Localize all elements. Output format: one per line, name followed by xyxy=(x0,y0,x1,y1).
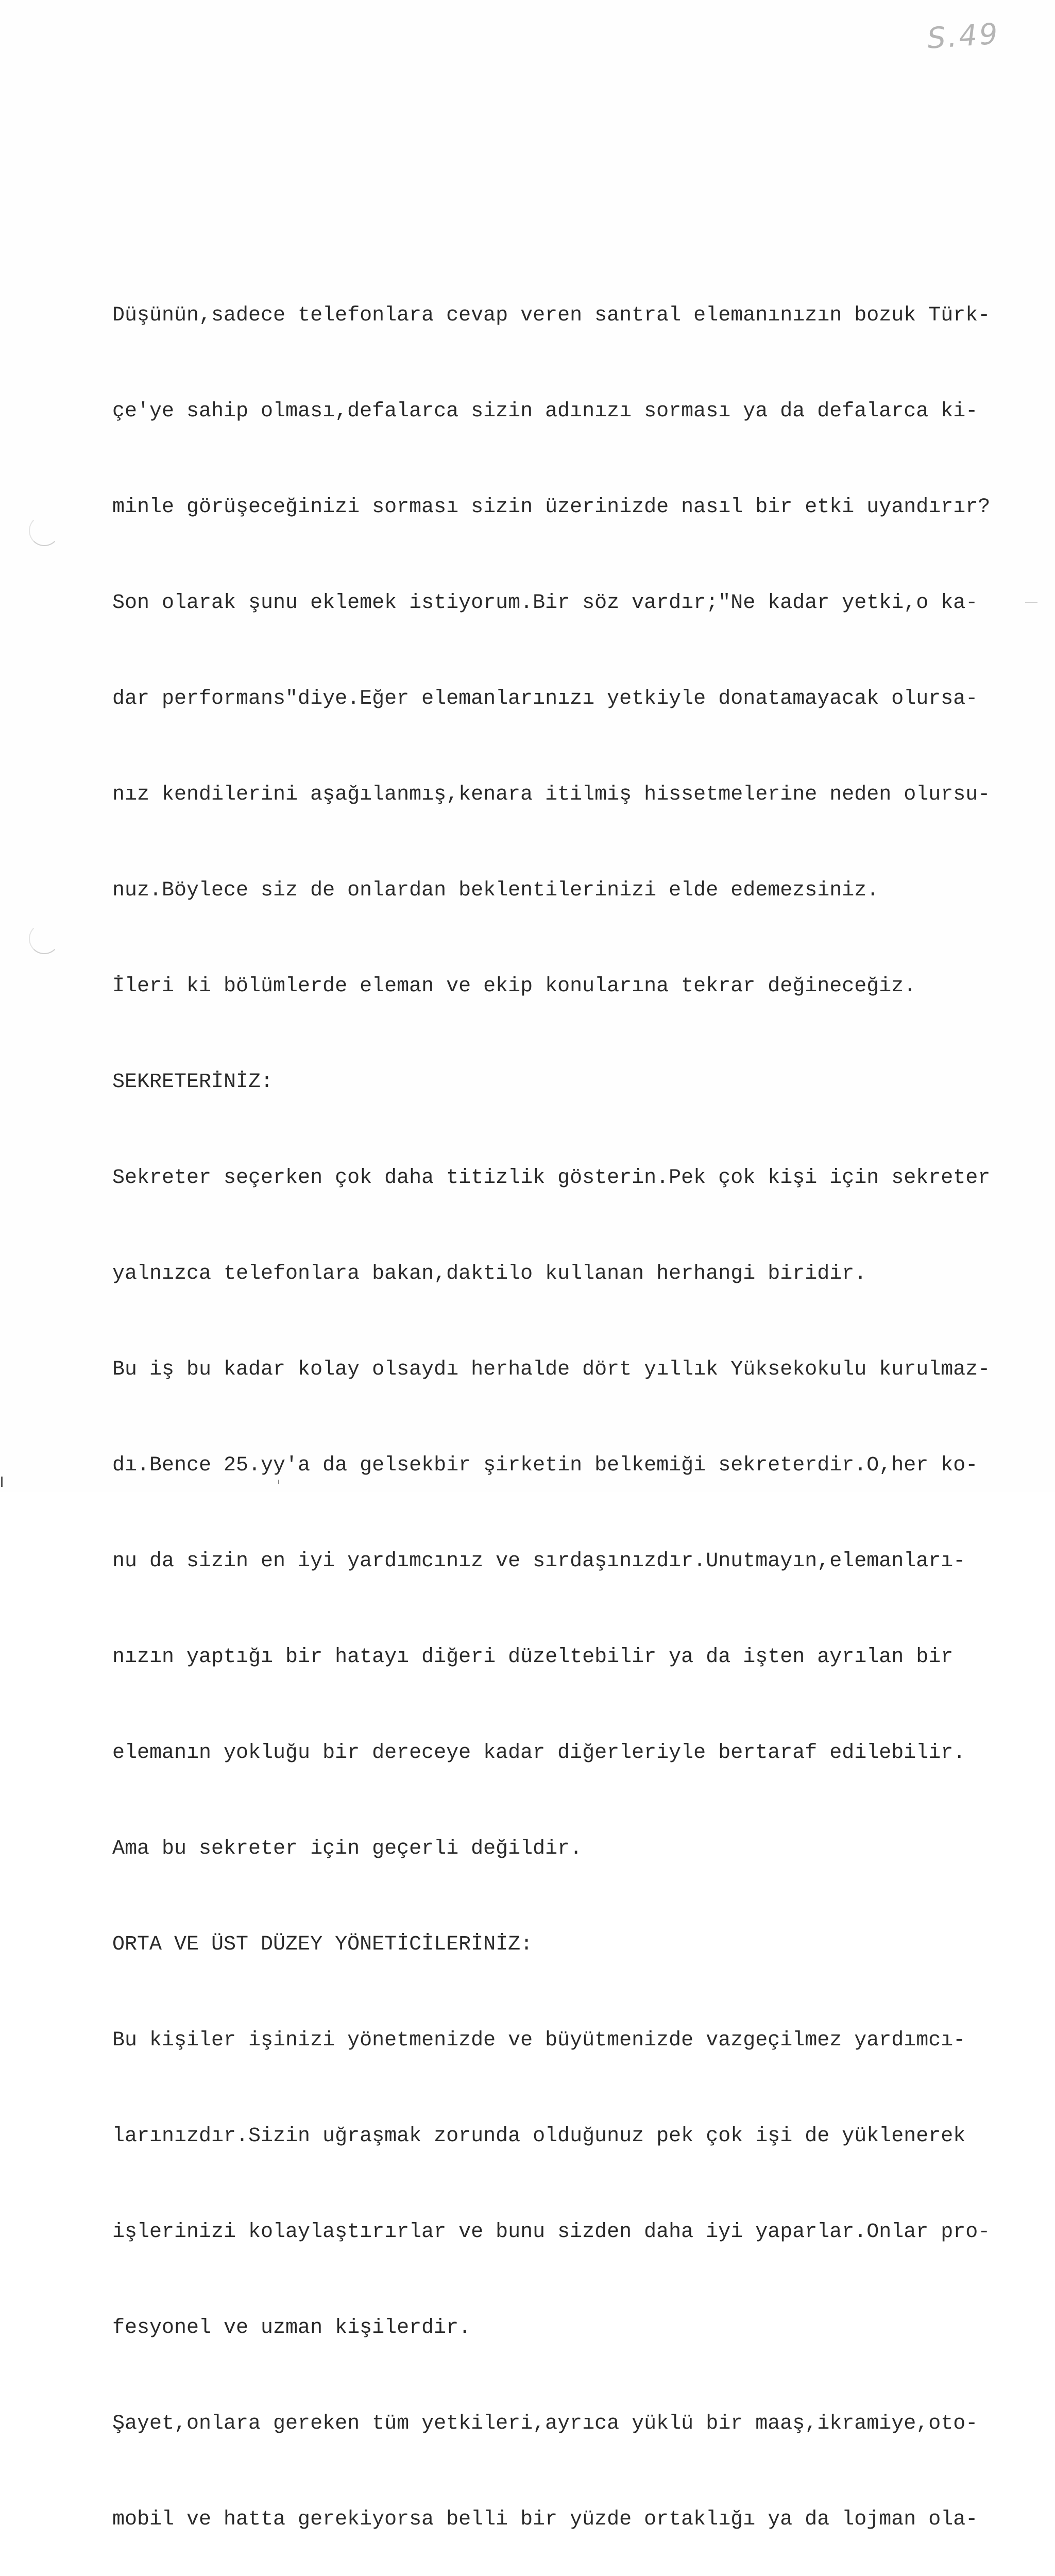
section-heading-managers: ORTA VE ÜST DÜZEY YÖNETİCİLERİNİZ: xyxy=(112,1933,533,1956)
text-line: larınızdır.Sizin uğraşmak zorunda olduğunuz pek çok işi de yüklenerek xyxy=(112,2125,966,2148)
text-line: Bu kişiler işinizi yönetmenizde ve büyütmenizde vazgeçilmez yardımcı- xyxy=(112,2029,966,2052)
text-line: mobil ve hatta gerekiyorsa belli bir yüzde ortaklığı ya da lojman ola- xyxy=(112,2508,978,2531)
text-line: Şayet,onlara gereken tüm yetkileri,ayrıca yüklü bir maaş,ikramiye,oto- xyxy=(112,2412,978,2435)
handwritten-page-number: S.49 xyxy=(926,17,1001,56)
text-line: Sekreter seçerken çok daha titizlik gösterin.Pek çok kişi için sekreter xyxy=(112,1166,991,1190)
text-line: elemanın yokluğu bir dereceye kadar diğerleriyle bertaraf edilebilir. xyxy=(112,1741,966,1765)
text-line: nızın yaptığı bir hatayı diğeri düzeltebilir ya da işten ayrılan bir xyxy=(112,1646,954,1669)
text-line: işlerinizi kolaylaştırırlar ve bunu sizden daha iyi yaparlar.Onlar pro- xyxy=(112,2221,991,2244)
text-line: Bu iş bu kadar kolay olsaydı herhalde dört yıllık Yüksekokulu kurulmaz- xyxy=(112,1358,991,1381)
margin-mark xyxy=(1,1477,3,1487)
text-line: fesyonel ve uzman kişilerdir. xyxy=(112,2316,471,2340)
text-line: İleri ki bölümlerde eleman ve ekip konularına tekrar değineceğiz. xyxy=(112,975,916,998)
typed-body-text xyxy=(112,236,1029,2576)
text-line: nu da sizin en iyi yardımcınız ve sırdaşınızdır.Unutmayın,elemanları- xyxy=(112,1550,966,1573)
punch-hole-mark xyxy=(29,515,60,546)
section-heading-secretary: SEKRETERİNİZ: xyxy=(112,1071,274,1094)
text-line: nuz.Böylece siz de onlardan beklentilerinizi elde edemezsiniz. xyxy=(112,879,879,902)
text-line: dı.Bence 25.yy'a da gelsekbir şirketin belkemiği sekreterdir.O,her ko- xyxy=(112,1454,978,1477)
text-line: Ama bu sekreter için geçerli değildir. xyxy=(112,1837,583,1860)
text-line: Son olarak şunu eklemek istiyorum.Bir söz vardır;"Ne kadar yetki,o ka- xyxy=(112,591,978,615)
punch-hole-mark xyxy=(29,923,60,954)
text-line: çe'ye sahip olması,defalarca sizin adınızı sorması ya da defalarca ki- xyxy=(112,400,978,423)
text-line: nız kendilerini aşağılanmış,kenara itilmiş hissetmelerine neden olursu- xyxy=(112,783,991,806)
text-line: minle görüşeceğinizi sorması sizin üzerinizde nasıl bir etki uyandırır? xyxy=(112,496,991,519)
text-line: yalnızca telefonlara bakan,daktilo kullanan herhangi biridir. xyxy=(112,1262,867,1285)
text-line: dar performans"diye.Eğer elemanlarınızı yetkiyle donatamayacak olursa- xyxy=(112,687,978,710)
text-line: Düşünün,sadece telefonlara cevap veren santral elemanınızın bozuk Türk- xyxy=(112,304,991,327)
